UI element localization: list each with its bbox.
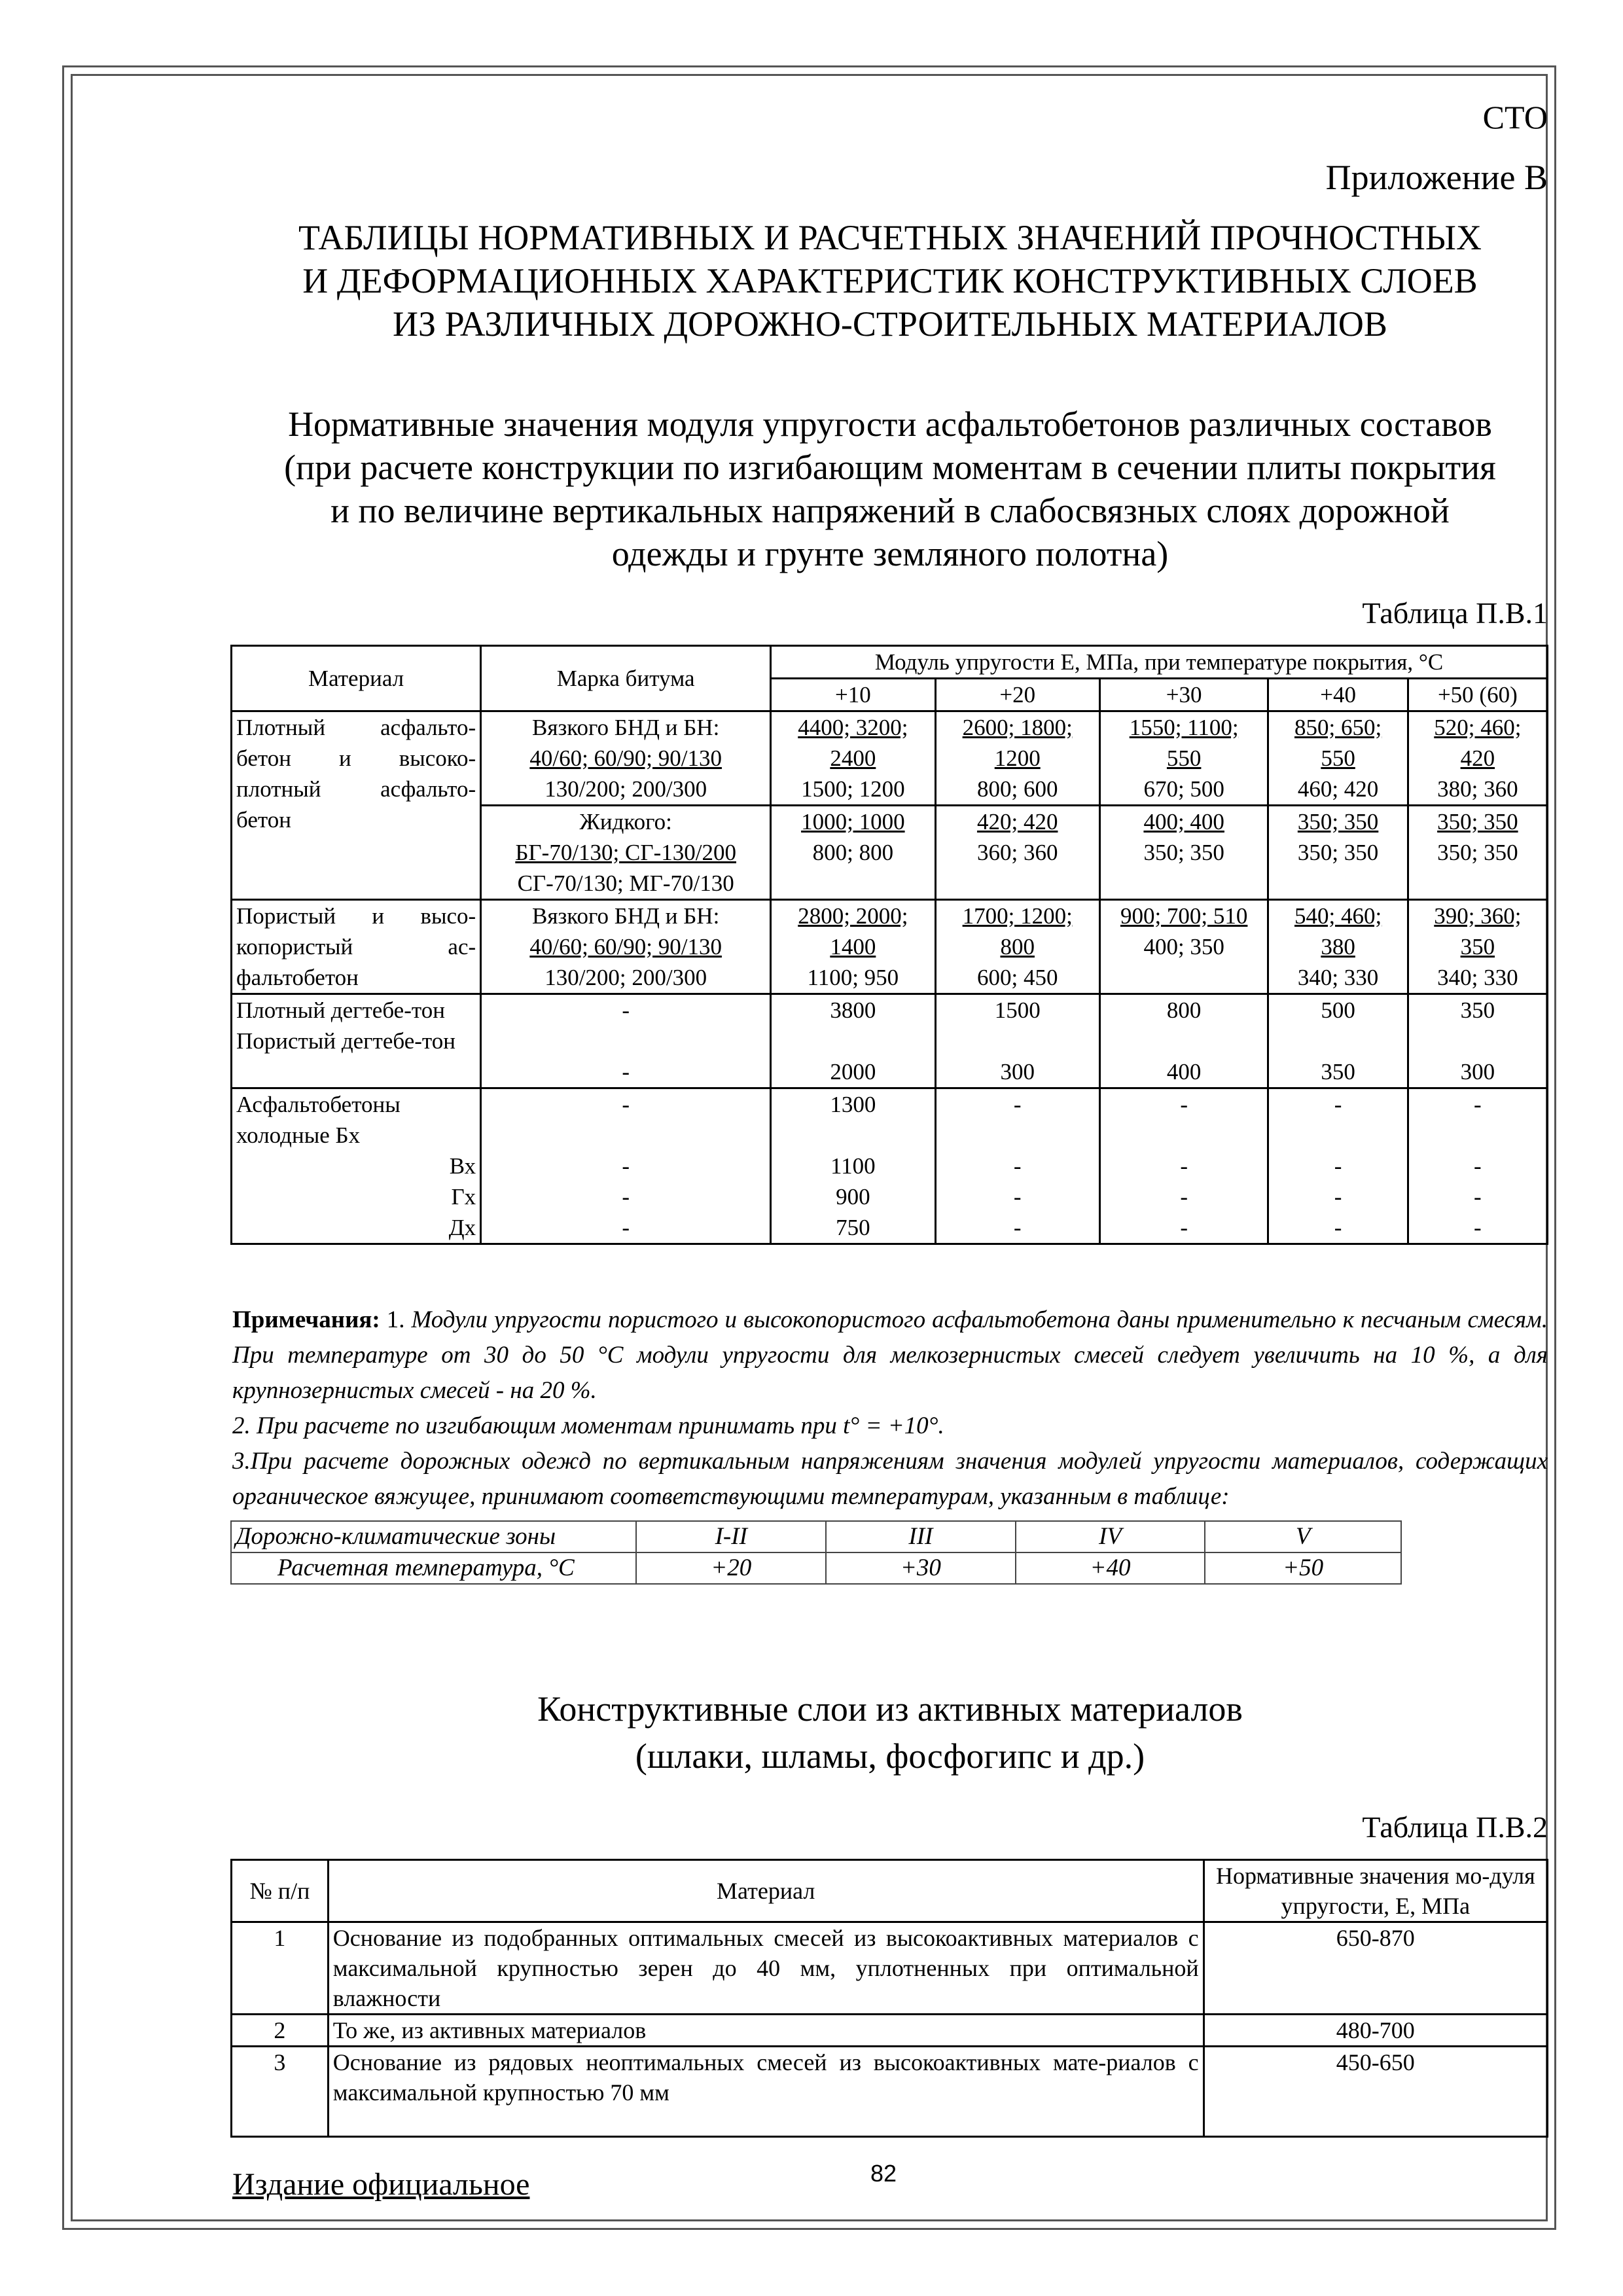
note-2: 2. При расчете по изгибающим моментам принимать при t° = +10°. xyxy=(232,1412,944,1439)
value-cell: 800 400 xyxy=(1099,994,1268,1088)
header-temp: +50 (60) xyxy=(1408,679,1547,711)
row-num: 2 xyxy=(232,2015,329,2047)
value-cell: 2800; 2000; 1400 1100; 950 xyxy=(771,900,935,994)
temp-cell: +20 xyxy=(636,1552,826,1584)
header-modulus: Модуль упругости Е, МПа, при температуре покрытия, °С xyxy=(771,646,1548,679)
row-value: 650-870 xyxy=(1204,1922,1547,2015)
appendix-label: Приложение В xyxy=(1325,158,1548,197)
value-cell: 1300 1100 900 750 xyxy=(771,1088,935,1244)
modulus-table xyxy=(230,645,1548,1245)
row-num: 3 xyxy=(232,2047,329,2137)
row-material: Основание из рядовых неоптимальных смесей из высокоактивных мате-риалов с максимальной крупностью 70 мм xyxy=(328,2047,1204,2137)
document-code: СТО xyxy=(1482,99,1548,135)
value-cell: - - - - xyxy=(1268,1088,1408,1244)
value-cell: 1700; 1200; 800 600; 450 xyxy=(935,900,1099,994)
value-cell: 3800 2000 xyxy=(771,994,935,1088)
section2-title xyxy=(232,1685,1548,1780)
edition-label: Издание официальное xyxy=(232,2167,530,2202)
value-cell: 540; 460; 380 340; 330 xyxy=(1268,900,1408,994)
header-bitumen: Марка битума xyxy=(481,646,771,711)
section1-title-line: и по величине вертикальных напряжений в слабосвязных слоях дорожной xyxy=(330,491,1450,530)
row-value: 450-650 xyxy=(1204,2047,1547,2137)
zone-cell: IV xyxy=(1016,1521,1205,1552)
bitumen-viscous: Вязкого БНД и БН: 40/60; 60/90; 90/130 130/200; 200/300 xyxy=(481,900,771,994)
value-cell: - - - - xyxy=(935,1088,1099,1244)
page-number: 82 xyxy=(870,2160,897,2187)
value-cell: 350; 350 350; 350 xyxy=(1408,806,1547,900)
header-material: Материал xyxy=(232,646,481,711)
header-temp: +10 xyxy=(771,679,935,711)
value-cell: 1500 300 xyxy=(935,994,1099,1088)
value-cell: - - - - xyxy=(1099,1088,1268,1244)
value-cell: 390; 360; 350 340; 330 xyxy=(1408,900,1547,994)
header-value: Нормативные значения мо-дуля упругости, Е, МПа xyxy=(1204,1860,1547,1922)
bitumen-dash: - - xyxy=(481,994,771,1088)
section1-title-line: одежды и грунте земляного полотна) xyxy=(611,534,1169,573)
temp-label: Расчетная температура, °С xyxy=(231,1552,636,1584)
temp-cell: +40 xyxy=(1016,1552,1205,1584)
value-cell: 400; 400 350; 350 xyxy=(1099,806,1268,900)
material-cold-asphalt: Асфальтобетоны холодные Бх Вх Гх Дх xyxy=(232,1088,481,1244)
section2-title-line: (шлаки, шламы, фосфогипс и др.) xyxy=(635,1736,1145,1776)
section2-title-line: Конструктивные слои из активных материалов xyxy=(537,1689,1243,1729)
material-dense-asphalt: Плотный асфальто-бетон и высоко-плотный асфальто-бетон xyxy=(232,711,481,900)
table2-label: Таблица П.В.2 xyxy=(1362,1810,1548,1844)
row-num: 1 xyxy=(232,1922,329,2015)
bitumen-dash: - - - - xyxy=(481,1088,771,1244)
material-tar-concrete: Плотный дегтебе-тон Пористый дегтебе-тон xyxy=(232,994,481,1088)
section1-title-line: Нормативные значения модуля упругости асфальтобетонов различных составов xyxy=(288,404,1492,444)
header-num: № п/п xyxy=(232,1860,329,1922)
value-cell: 1550; 1100; 550 670; 500 xyxy=(1099,711,1268,806)
bitumen-liquid: Жидкого: БГ-70/130; СГ-130/200 СГ-70/130; МГ-70/130 xyxy=(481,806,771,900)
value-cell: 420; 420 360; 360 xyxy=(935,806,1099,900)
value-cell: - - - - xyxy=(1408,1088,1547,1244)
temp-cell: +30 xyxy=(826,1552,1016,1584)
value-cell: 350 300 xyxy=(1408,994,1547,1088)
value-cell: 4400; 3200; 2400 1500; 1200 xyxy=(771,711,935,806)
value-cell: 850; 650; 550 460; 420 xyxy=(1268,711,1408,806)
row-material: То же, из активных материалов xyxy=(328,2015,1204,2047)
row-material: Основание из подобранных оптимальных смесей из высокоактивных материалов с максимальной крупностью зерен до 40 мм, уплотненных при оптимальной влажности xyxy=(328,1922,1204,2015)
material-porous-asphalt: Пористый и высо-копористый ас-фальтобетон xyxy=(232,900,481,994)
value-cell: 2600; 1800; 1200 800; 600 xyxy=(935,711,1099,806)
main-title-line: И ДЕФОРМАЦИОННЫХ ХАРАКТЕРИСТИК КОНСТРУКТИВНЫХ СЛОЕВ xyxy=(302,261,1478,300)
note-3: 3.При расчете дорожных одежд по вертикальным напряжениям значения модулей упругости материалов, содержащих органическое вяжущее, принимают соответствующими температурам, указанным в таблице: xyxy=(232,1448,1548,1510)
value-cell: 500 350 xyxy=(1268,994,1408,1088)
header-material: Материал xyxy=(328,1860,1204,1922)
active-materials-table xyxy=(230,1859,1548,2138)
main-title-line: ТАБЛИЦЫ НОРМАТИВНЫХ И РАСЧЕТНЫХ ЗНАЧЕНИЙ ПРОЧНОСТНЫХ xyxy=(298,218,1482,257)
header-temp: +30 xyxy=(1099,679,1268,711)
value-cell: 1000; 1000 800; 800 xyxy=(771,806,935,900)
header-temp: +40 xyxy=(1268,679,1408,711)
section1-title xyxy=(232,403,1548,575)
zone-cell: V xyxy=(1205,1521,1401,1552)
notes-label: Примечания: xyxy=(232,1306,380,1333)
zone-cell: I-II xyxy=(636,1521,826,1552)
section1-title-line: (при расчете конструкции по изгибающим моментам в сечении плиты покрытия xyxy=(284,448,1496,487)
note-1: Модули упругости пористого и высокопористого асфальтобетона даны применительно к песчаным смесям. При температуре от 30 до 50 °С модули упругости для мелкозернистых смесей следует увеличить на 10 %, а для крупнозернистых смесей - на 20 %. xyxy=(232,1306,1548,1404)
value-cell: 350; 350 350; 350 xyxy=(1268,806,1408,900)
value-cell: 900; 700; 510 400; 350 xyxy=(1099,900,1268,994)
table1-label: Таблица П.В.1 xyxy=(1362,596,1548,630)
value-cell: 520; 460; 420 380; 360 xyxy=(1408,711,1547,806)
row-value: 480-700 xyxy=(1204,2015,1547,2047)
main-title xyxy=(232,216,1548,346)
header-temp: +20 xyxy=(935,679,1099,711)
table-notes: Примечания: 1. Модули упругости пористого и высокопористого асфальтобетона даны применительно к песчаным смесям. При температуре от 30 до 50 °С модули упругости для мелкозернистых смесей следует увеличить на 10 %, а для крупнозернистых смесей - на 20 %. 2. При расчете по изгибающим моментам принимать при t° = +10°. 3.При расчете дорожных одежд по вертикальным напряжениям значения модулей упругости материалов, содержащих органическое вяжущее, принимают соответствующими температурам, указанным в таблице: xyxy=(232,1302,1548,1515)
temp-cell: +50 xyxy=(1205,1552,1401,1584)
climate-zones-table xyxy=(230,1520,1402,1585)
main-title-line: ИЗ РАЗЛИЧНЫХ ДОРОЖНО-СТРОИТЕЛЬНЫХ МАТЕРИАЛОВ xyxy=(393,304,1387,344)
bitumen-viscous: Вязкого БНД и БН: 40/60; 60/90; 90/130 130/200; 200/300 xyxy=(481,711,771,806)
zone-cell: III xyxy=(826,1521,1016,1552)
zones-label: Дорожно-климатические зоны xyxy=(231,1521,636,1552)
